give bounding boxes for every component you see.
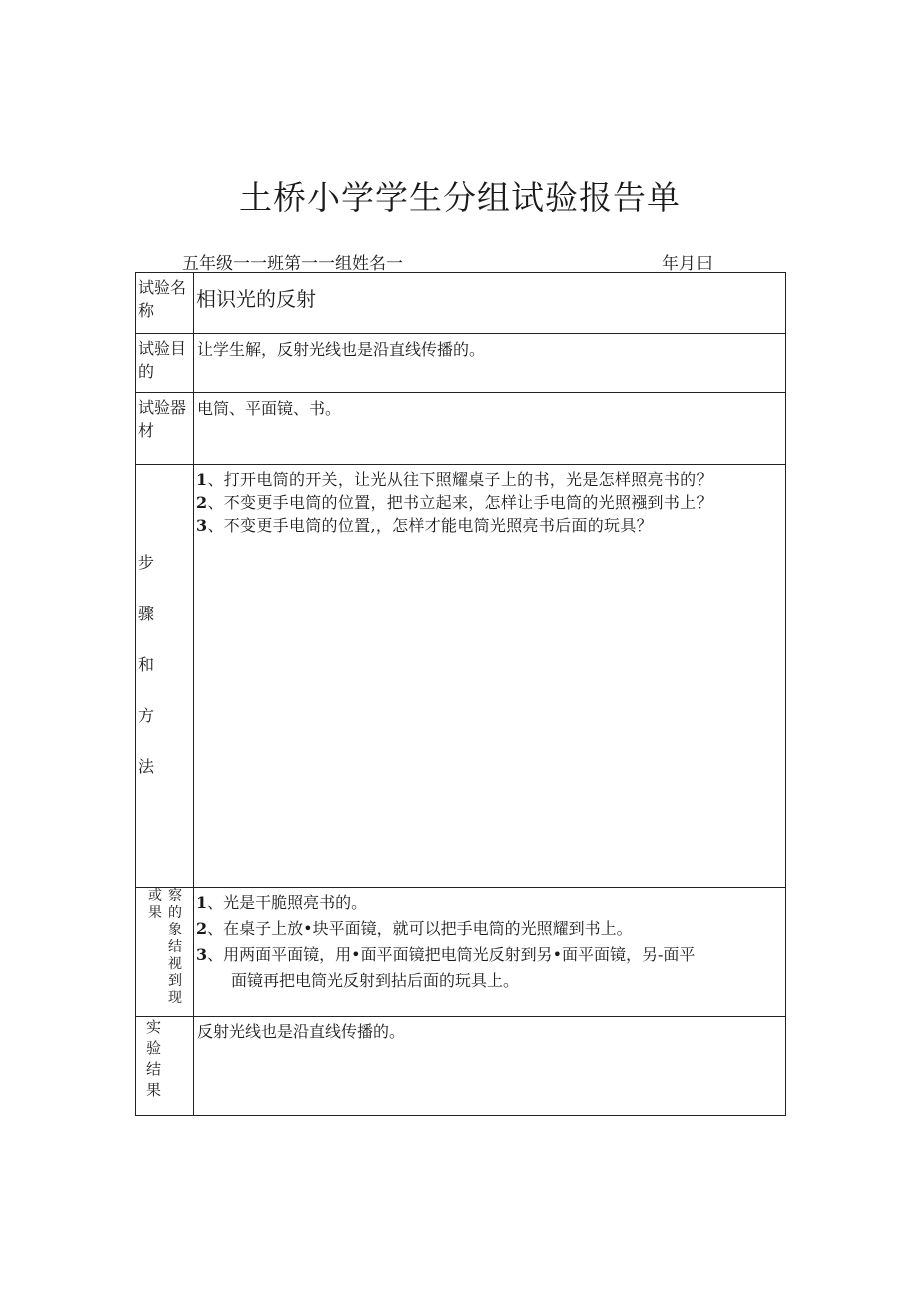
- steps-label-char: 方: [138, 706, 155, 725]
- steps-list: [194, 465, 785, 537]
- observation-item: 1、光是干脆照亮书的。: [196, 893, 368, 912]
- observation-item: 3、用两面平面镜，用•面平面镜把电筒光反射到另•面平面镜，另-面平: [196, 945, 696, 964]
- value-steps: [194, 465, 786, 888]
- observation-label-char: 的: [168, 905, 182, 921]
- label-purpose: 试验目的: [136, 334, 194, 393]
- label-steps: [136, 465, 194, 888]
- report-table: [135, 272, 786, 1116]
- observation-list: [194, 888, 785, 994]
- label-result: [136, 1017, 194, 1116]
- row-steps: [136, 465, 786, 888]
- row-experiment-name: [136, 273, 786, 334]
- observation-label-char: 象: [168, 922, 182, 938]
- class-group-name-line: 五年级一一班第一一组姓名一: [182, 254, 403, 274]
- date-line: 年月曰: [662, 254, 713, 274]
- row-equipment: [136, 393, 786, 465]
- observation-label-char: 结: [168, 939, 182, 955]
- value-purpose: [194, 334, 786, 393]
- page-title: 土桥小学学生分组试验报告单: [239, 178, 681, 217]
- steps-label-char: 骤: [138, 604, 155, 623]
- row-purpose: [136, 334, 786, 393]
- result-label-char: 结: [146, 1060, 162, 1078]
- label-equipment: 试验器材: [136, 393, 194, 465]
- label-observation: [136, 888, 194, 1017]
- result-text: 反射光线也是沿直线传播的。: [197, 1022, 406, 1041]
- equipment-text: 电筒、平面镜、书。: [197, 399, 342, 418]
- row-observation: [136, 888, 786, 1017]
- steps-label-char: 和: [138, 655, 155, 674]
- observation-label-char: 现: [168, 990, 182, 1006]
- steps-label-char: 法: [138, 757, 155, 776]
- result-label-char: 验: [146, 1039, 162, 1057]
- observation-label-char: 视: [168, 956, 182, 972]
- label-experiment-name: 试验名称: [136, 273, 194, 334]
- steps-label-char: 步: [138, 553, 155, 572]
- observation-label-char: 到: [168, 973, 182, 989]
- value-result: [194, 1017, 786, 1116]
- observation-label-char: 或: [148, 888, 162, 904]
- experiment-name-text: 相识光的反射: [196, 287, 316, 311]
- value-experiment-name: [194, 273, 786, 334]
- value-equipment: [194, 393, 786, 465]
- observation-label-char: 察: [168, 888, 182, 904]
- purpose-text: 让学生解，反射光线也是沿直线传播的。: [197, 340, 486, 359]
- step-item: 2、不变更手电筒的位置，把书立起来，怎样让手电筒的光照襁到书上？: [196, 493, 713, 512]
- observation-label-char: 果: [148, 905, 162, 921]
- observation-item-continuation: 面镜再把电筒光反射到拈后面的玩具上。: [231, 971, 520, 990]
- observation-item: 2、在桌子上放•块平面镜，就可以把手电筒的光照耀到书上。: [196, 919, 633, 938]
- row-result: [136, 1017, 786, 1116]
- result-label-char: 果: [146, 1081, 162, 1099]
- step-item: 3、不变更手电筒的位置,，怎样才能电筒光照亮书后面的玩具？: [196, 516, 653, 535]
- step-item: 1、打开电筒的开关，让光从往下照耀桌子上的书，光是怎样照亮书的？: [196, 470, 713, 489]
- result-label-char: 实: [146, 1018, 162, 1036]
- value-observation: [194, 888, 786, 1017]
